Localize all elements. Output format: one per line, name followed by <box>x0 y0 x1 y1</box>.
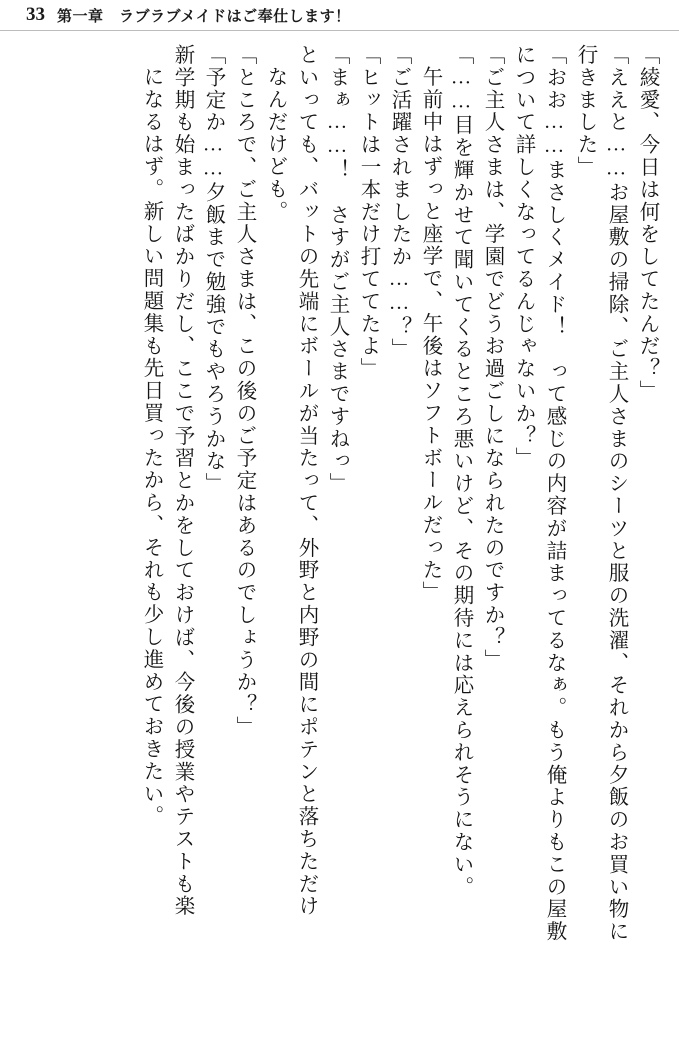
header-divider <box>0 30 679 31</box>
text-line: といっても、バットの先端にボールが当たって、外野と内野の間にポテンと落ちただけ <box>295 44 317 918</box>
text-line: 新学期も始まったばかりだし、ここで予習とかをしておけば、今後の授業やテストも楽 <box>171 44 193 918</box>
text-line: 「ヒットは一本だけ打ててたよ」 <box>357 44 379 380</box>
text-line: について詳しくなってるんじゃないか？」 <box>512 44 534 470</box>
text-line: 「まぁ……！ さすがご主人さまですねっ」 <box>326 44 348 495</box>
text-line: 「ところで、ご主人さまは、この後のご予定はあるのでしょうか？」 <box>233 44 255 739</box>
text-line: 「……目を輝かせて聞いてくるところ悪いけど、その期待には応えられそうにない。 <box>450 44 472 899</box>
vertical-text-body <box>0 38 679 1050</box>
running-header <box>0 0 679 30</box>
text-line: 「ご活躍されましたか……？」 <box>388 44 410 361</box>
chapter-title: 第一章 ラブラブメイドはご奉仕します！ <box>57 8 351 25</box>
text-line: 午前中はずっと座学で、午後はソフトボールだった」 <box>419 66 441 604</box>
text-line: 「綾愛、今日は何をしてたんだ？」 <box>636 44 658 403</box>
text-line: なんだけども。 <box>264 66 286 223</box>
text-line: 「おお……まさしくメイド！ って感じの内容が詰まってるなぁ。もう俺よりもこの屋敷 <box>543 44 565 943</box>
text-line: 「ご主人さまは、学園でどうお過ごしになられたのですか？」 <box>481 44 503 672</box>
text-line: 行きました」 <box>574 44 596 179</box>
page-number: 33 <box>26 4 45 25</box>
text-line: になるはず。新しい問題集も先日買ったから、それも少し進めておきたい。 <box>140 66 162 828</box>
text-line: 「予定か……夕飯まで勉強でもやろうかな」 <box>202 44 224 495</box>
text-line: 「ええと……お屋敷の掃除、ご主人さまのシーツと服の洗濯、それから夕飯のお買い物に <box>605 44 627 943</box>
